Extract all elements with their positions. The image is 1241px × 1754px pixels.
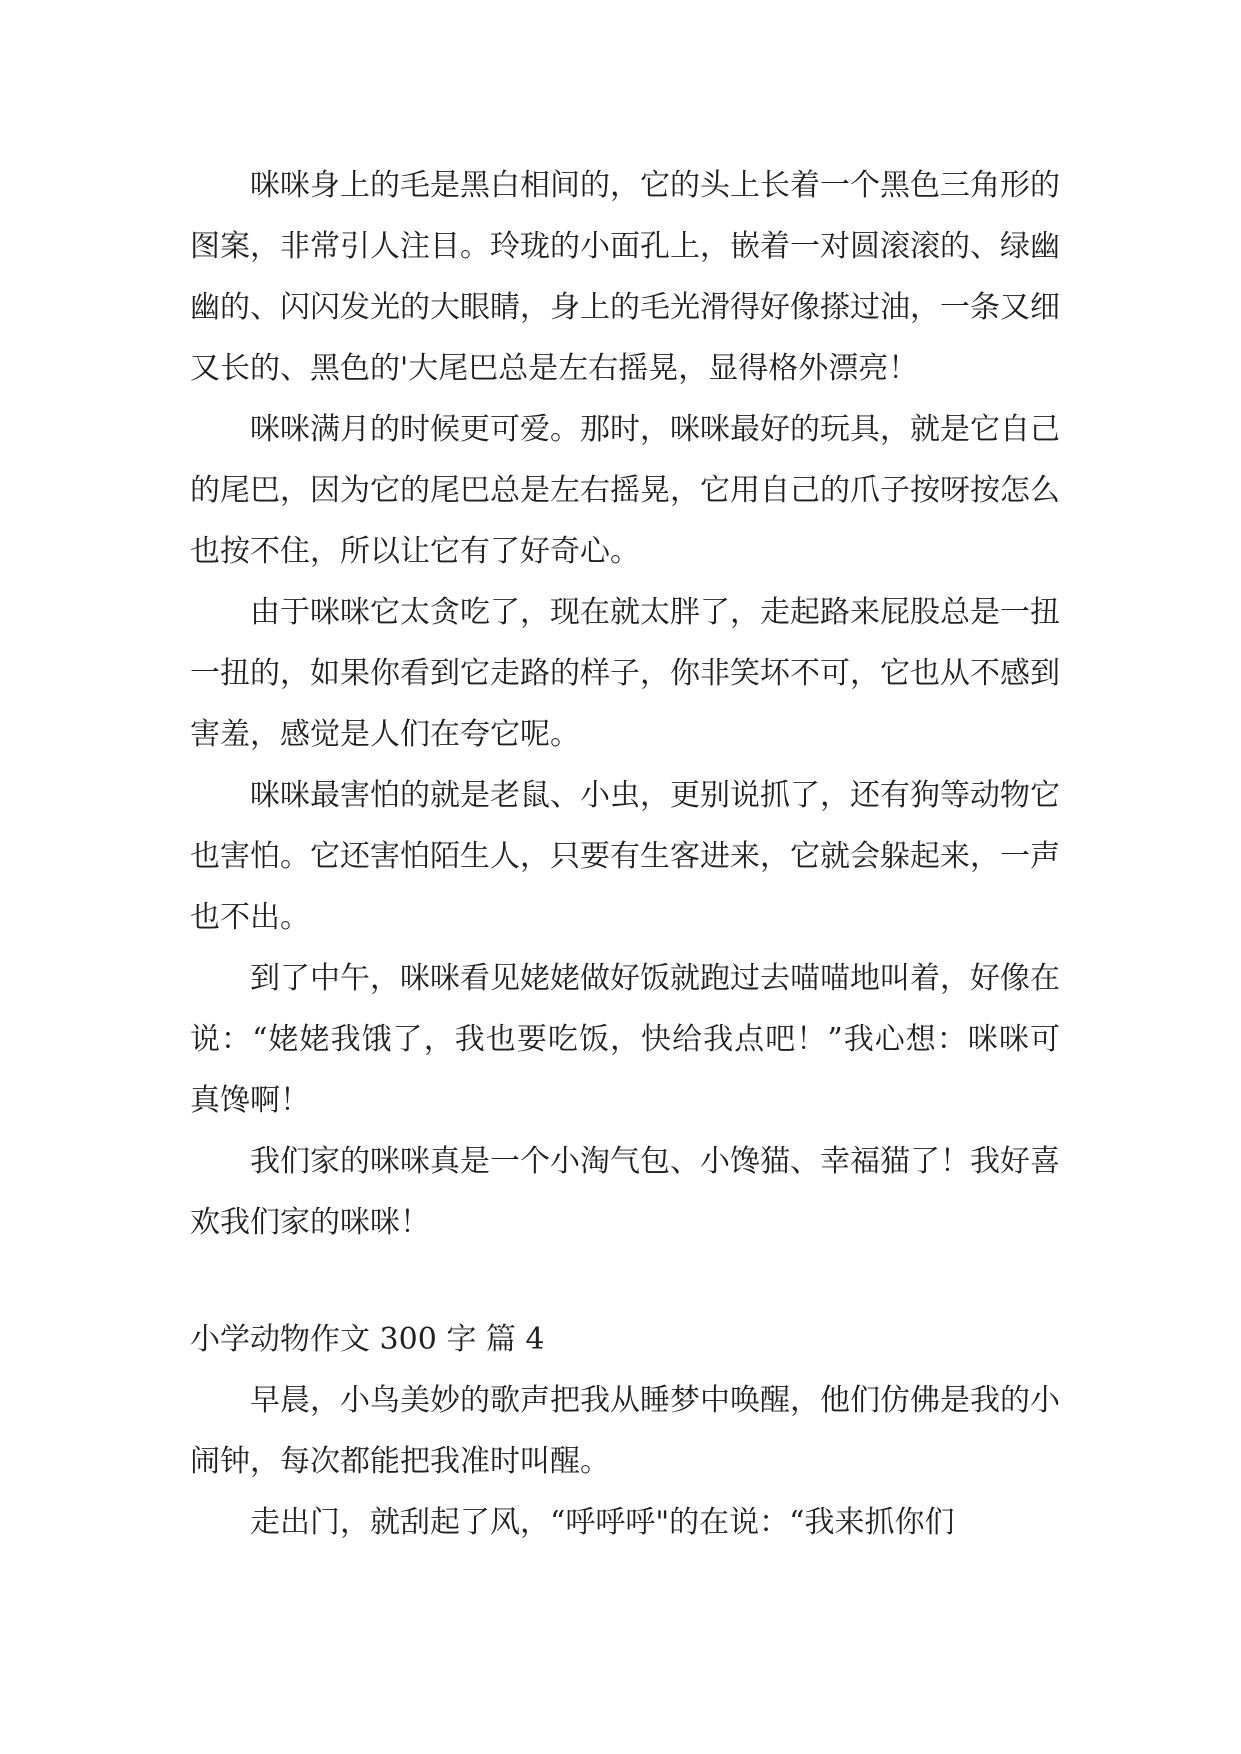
paragraph: 我们家的咪咪真是一个小淘气包、小馋猫、幸福猫了！我好喜欢我们家的咪咪！ bbox=[190, 1144, 1060, 1240]
document-body bbox=[190, 155, 1060, 1553]
paragraph: 由于咪咪它太贪吃了，现在就太胖了，走起路来屁股总是一扭一扭的，如果你看到它走路的样子，你非笑坏不可，它也从不感到害羞，感觉是人们在夸它呢。 bbox=[190, 595, 1060, 752]
paragraph: 早晨，小鸟美妙的歌声把我从睡梦中唤醒，他们仿佛是我的小闹钟，每次都能把我准时叫醒。 bbox=[190, 1383, 1060, 1479]
paragraph: 咪咪满月的时候更可爱。那时，咪咪最好的玩具，就是它自己的尾巴，因为它的尾巴总是左右摇晃，它用自己的爪子按呀按怎么也按不住，所以让它有了好奇心。 bbox=[190, 412, 1060, 569]
paragraph: 咪咪最害怕的就是老鼠、小虫，更别说抓了，还有狗等动物它也害怕。它还害怕陌生人，只要有生客进来，它就会躲起来，一声也不出。 bbox=[190, 778, 1060, 935]
paragraph: 咪咪身上的毛是黑白相间的，它的头上长着一个黑色三角形的图案，非常引人注目。玲珑的小面孔上，嵌着一对圆滚滚的、绿幽幽的、闪闪发光的大眼睛，身上的毛光滑得好像搽过油，一条又细又长的、黑色的'大尾巴总是左右摇晃，显得格外漂亮！ bbox=[190, 168, 1060, 386]
section-title: 小学动物作文 300 字 篇 4 bbox=[190, 1322, 545, 1357]
paragraph: 到了中午，咪咪看见姥姥做好饭就跑过去喵喵地叫着，好像在说：“姥姥我饿了，我也要吃饭，快给我点吧！”我心想：咪咪可真馋啊！ bbox=[190, 961, 1060, 1118]
paragraph: 走出门，就刮起了风，“呼呼呼"的在说：“我来抓你们 bbox=[250, 1505, 955, 1540]
